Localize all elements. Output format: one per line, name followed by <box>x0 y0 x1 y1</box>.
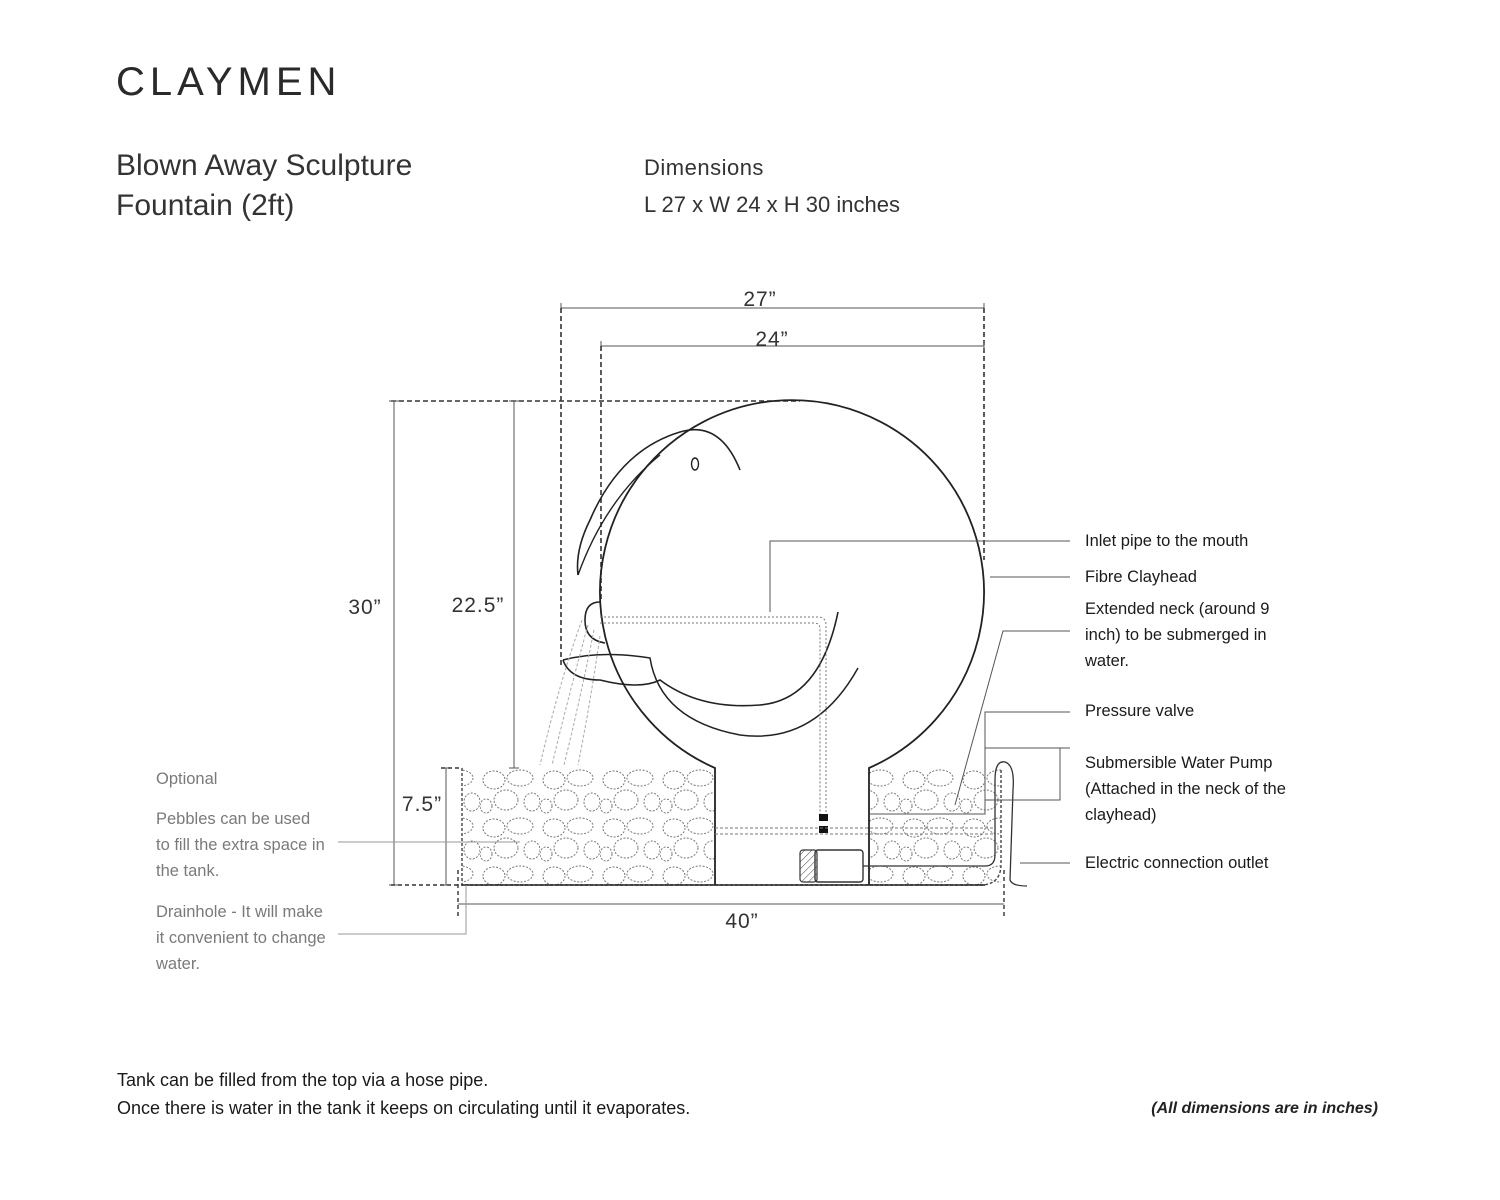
callout-pressure-valve: Pressure valve <box>1085 702 1195 720</box>
dimensions-value: L 27 x W 24 x H 30 inches <box>644 192 900 217</box>
label-length: 27” <box>743 288 777 311</box>
tank <box>462 768 1001 885</box>
callout-extended-neck: Extended neck (around 9 inch) to be submerged in water. <box>1085 600 1270 670</box>
optional-pebbles: Pebbles can be used to fill the extra space in the tank. <box>156 810 325 880</box>
product-title: Blown Away Sculpture Fountain (2ft) <box>116 149 413 222</box>
dimension-tank-7-5 <box>391 768 462 885</box>
note-fill: Tank can be filled from the top via a hose pipe. <box>117 1070 489 1090</box>
footnote-units: (All dimensions are in inches) <box>1151 1100 1378 1117</box>
callout-water-pump: Submersible Water Pump (Attached in the neck of the clayhead) <box>1085 754 1286 824</box>
dimension-head-22-5 <box>452 401 519 768</box>
label-height: 30” <box>348 596 382 619</box>
label-tank-length: 40” <box>725 910 759 933</box>
note-circulation: Once there is water in the tank it keeps on circulating until it evaporates. <box>117 1098 691 1118</box>
callout-electric-outlet: Electric connection outlet <box>1085 854 1269 872</box>
optional-drainhole: Drainhole - It will make it convenient to change water. <box>156 903 326 973</box>
label-head-height: 22.5” <box>451 594 505 617</box>
label-width: 24” <box>755 328 789 351</box>
brand-logo: CLAYMEN <box>116 60 342 104</box>
dimensions-heading: Dimensions <box>644 155 764 180</box>
dimension-height-30 <box>348 401 399 885</box>
callout-fibre-clayhead: Fibre Clayhead <box>1085 568 1197 586</box>
callout-inlet-pipe: Inlet pipe to the mouth <box>1085 532 1249 550</box>
optional-heading: Optional <box>156 770 218 788</box>
dimension-width-24 <box>601 328 984 600</box>
label-tank-height: 7.5” <box>401 793 443 816</box>
